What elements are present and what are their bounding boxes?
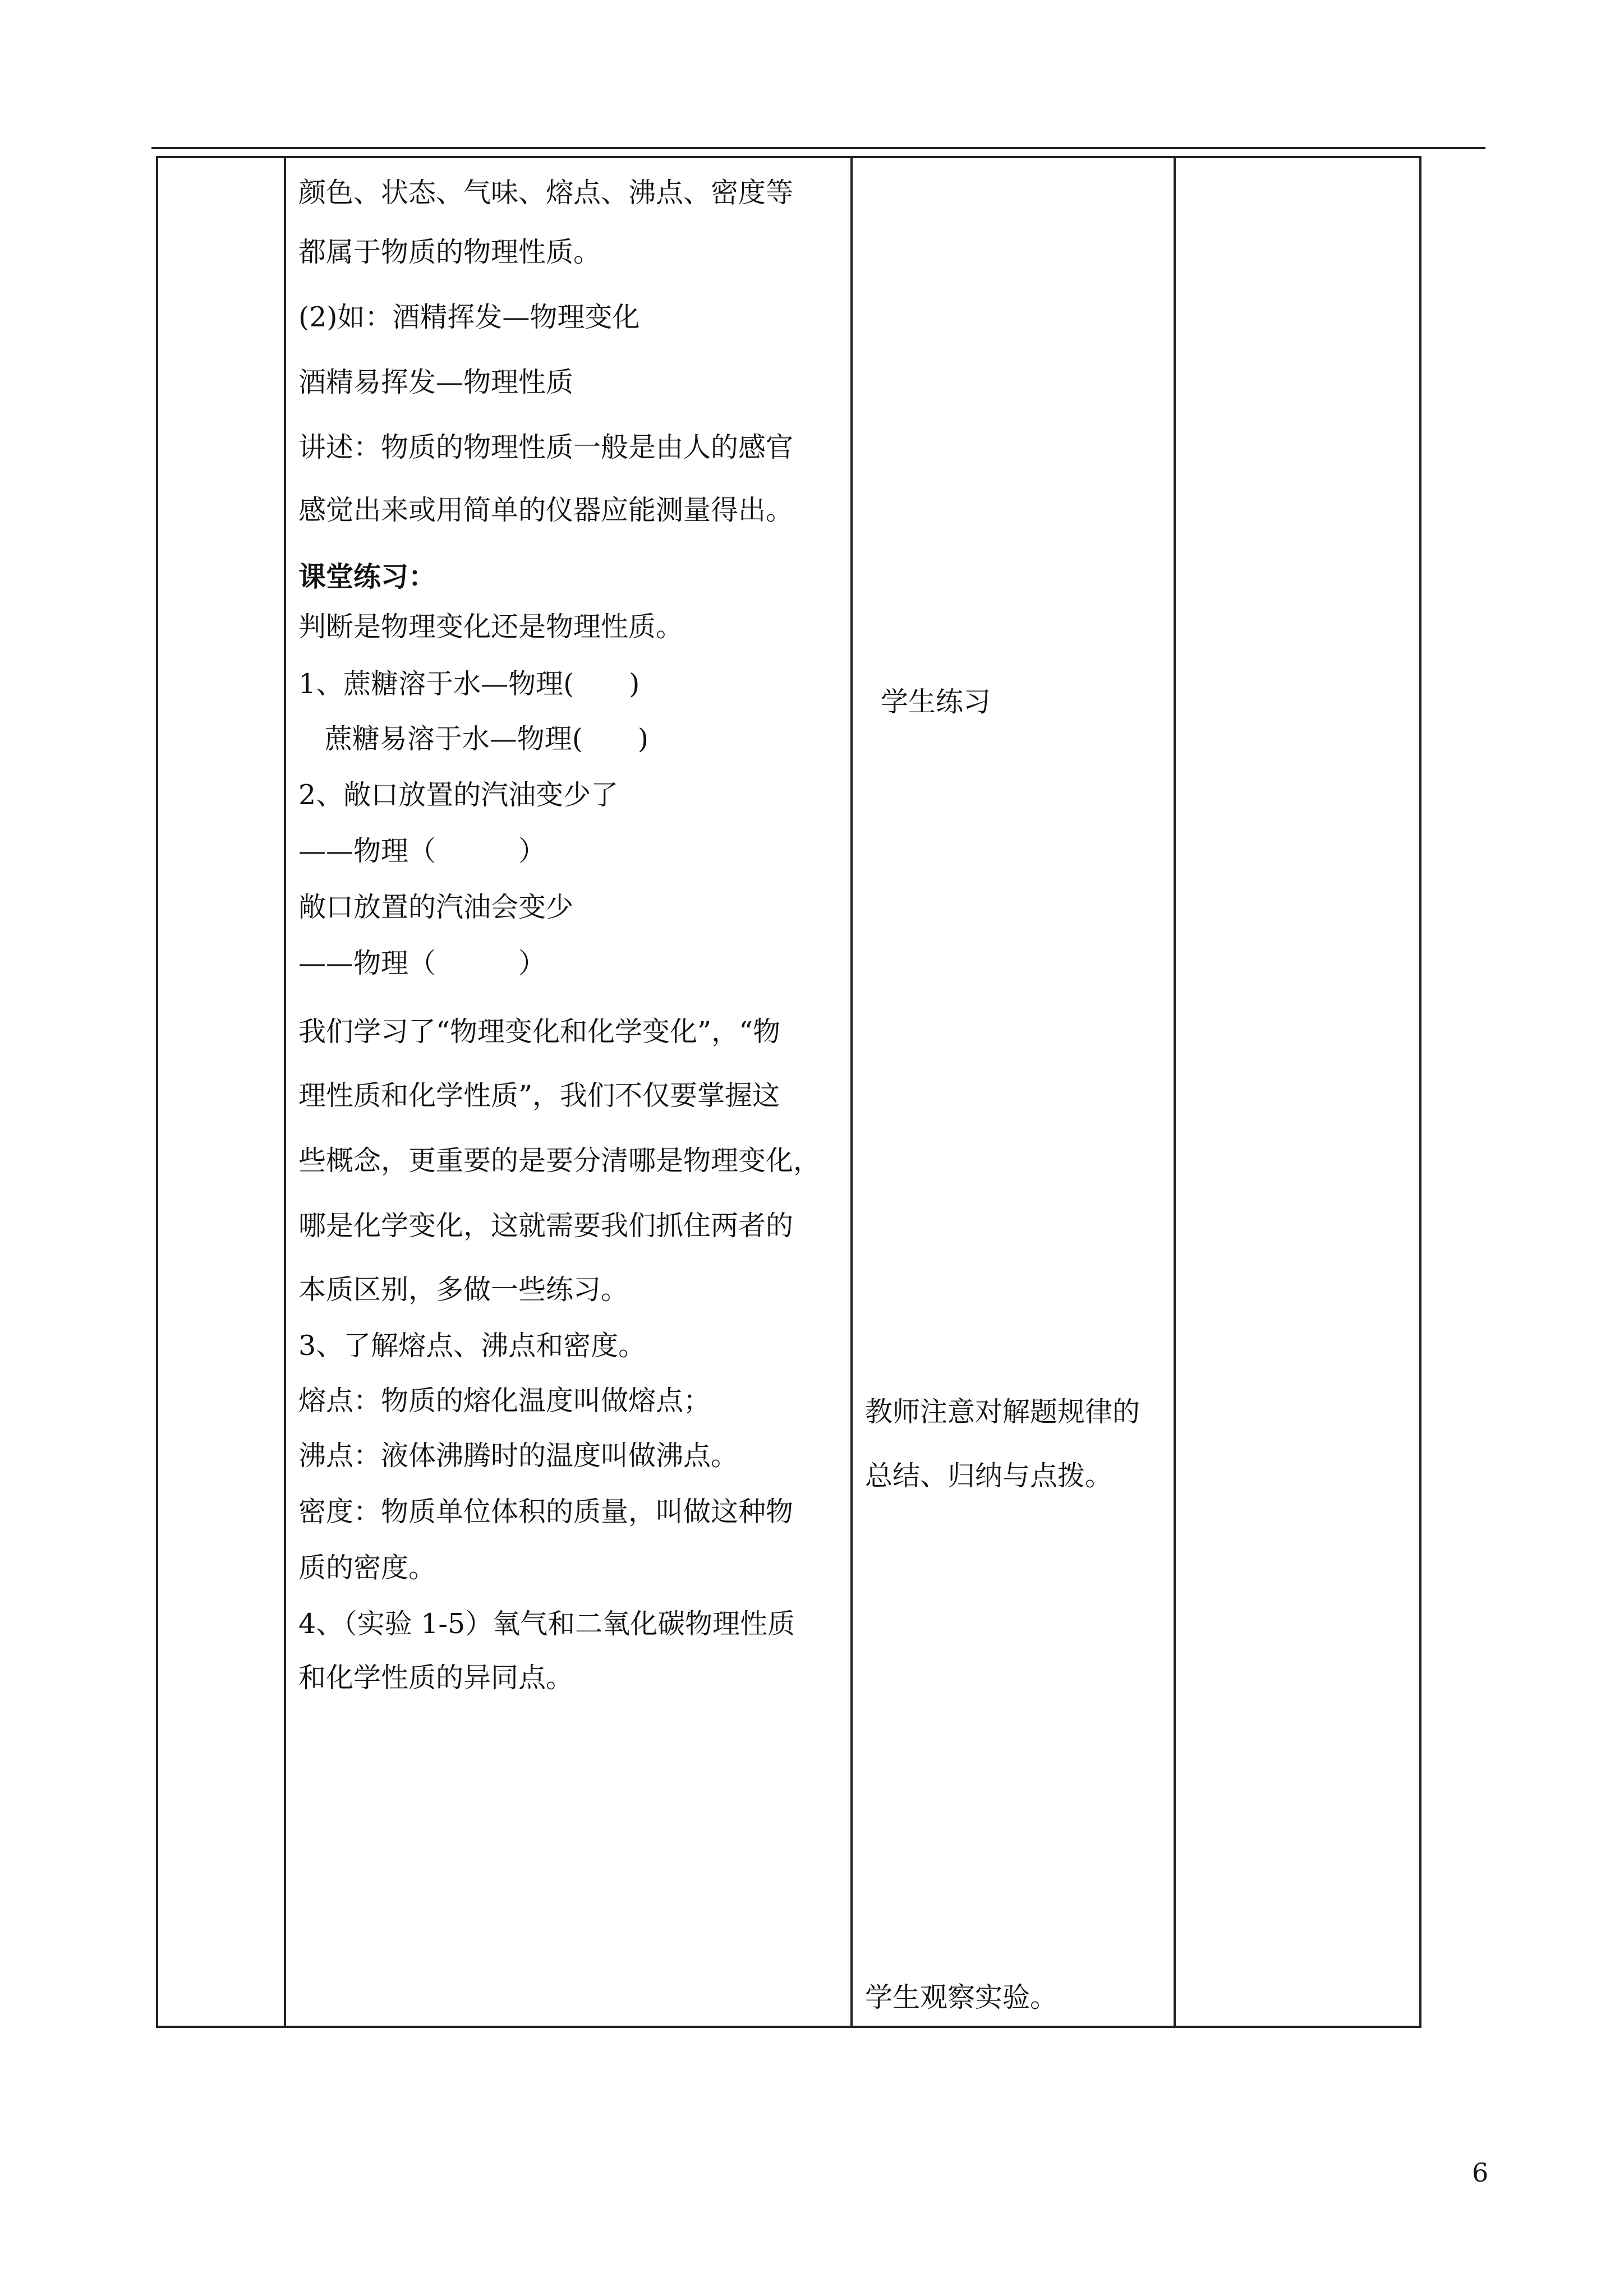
content-line: 3、了解熔点、沸点和密度。 [298, 1330, 646, 1362]
content-line: 些概念，更重要的是要分清哪是物理变化， [298, 1145, 821, 1177]
page-number: 6 [1472, 2157, 1489, 2188]
student-activity-line: 学生练习 [881, 686, 991, 718]
content-line: 本质区别，多做一些练习。 [298, 1274, 629, 1306]
content-line: (2)如：酒精挥发—物理变化 [298, 301, 640, 333]
exercise-line: 2、敞口放置的汽油变少了 [298, 779, 619, 811]
exercise-line: ——物理（ ） [298, 947, 546, 979]
column-divider [284, 158, 286, 2026]
column-divider [850, 158, 853, 2026]
exercise-line: ——物理（ ） [298, 835, 546, 867]
content-line: 判断是物理变化还是物理性质。 [298, 611, 684, 643]
content-line: 都属于物质的物理性质。 [298, 236, 601, 268]
content-line: 理性质和化学性质”，我们不仅要掌握这 [298, 1080, 780, 1112]
content-line: 感觉出来或用简单的仪器应能测量得出。 [298, 494, 794, 526]
content-line: 我们学习了“物理变化和化学变化”，“物 [298, 1016, 781, 1048]
content-line: 4、（实验 1-5）氧气和二氧化碳物理性质 [298, 1608, 795, 1640]
exercise-line: 蔗糖易溶于水—物理( ) [298, 723, 648, 755]
content-line: 酒精易挥发—物理性质 [298, 366, 574, 398]
content-line: 哪是化学变化，这就需要我们抓住两者的 [298, 1210, 794, 1242]
student-activity-line: 教师注意对解题规律的 [865, 1396, 1140, 1428]
column-divider [1174, 158, 1176, 2026]
content-line: 密度：物质单位体积的质量，叫做这种物 [298, 1496, 794, 1528]
exercise-line: 敞口放置的汽油会变少 [298, 891, 574, 923]
content-line: 质的密度。 [298, 1552, 436, 1584]
content-line: 沸点：液体沸腾时的温度叫做沸点。 [298, 1440, 739, 1472]
content-line: 熔点：物质的熔化温度叫做熔点； [298, 1385, 711, 1417]
student-activity-line: 学生观察实验。 [865, 1981, 1058, 2013]
content-line: 讲述：物质的物理性质一般是由人的感官 [298, 431, 794, 463]
content-line: 颜色、状态、气味、熔点、沸点、密度等 [298, 177, 794, 209]
exercise-line: 1、蔗糖溶于水—物理( ) [298, 668, 640, 700]
content-line: 和化学性质的异同点。 [298, 1662, 574, 1694]
student-activity-line: 总结、归纳与点拨。 [865, 1460, 1113, 1492]
header-rule [151, 147, 1485, 149]
section-heading: 课堂练习： [298, 560, 436, 593]
